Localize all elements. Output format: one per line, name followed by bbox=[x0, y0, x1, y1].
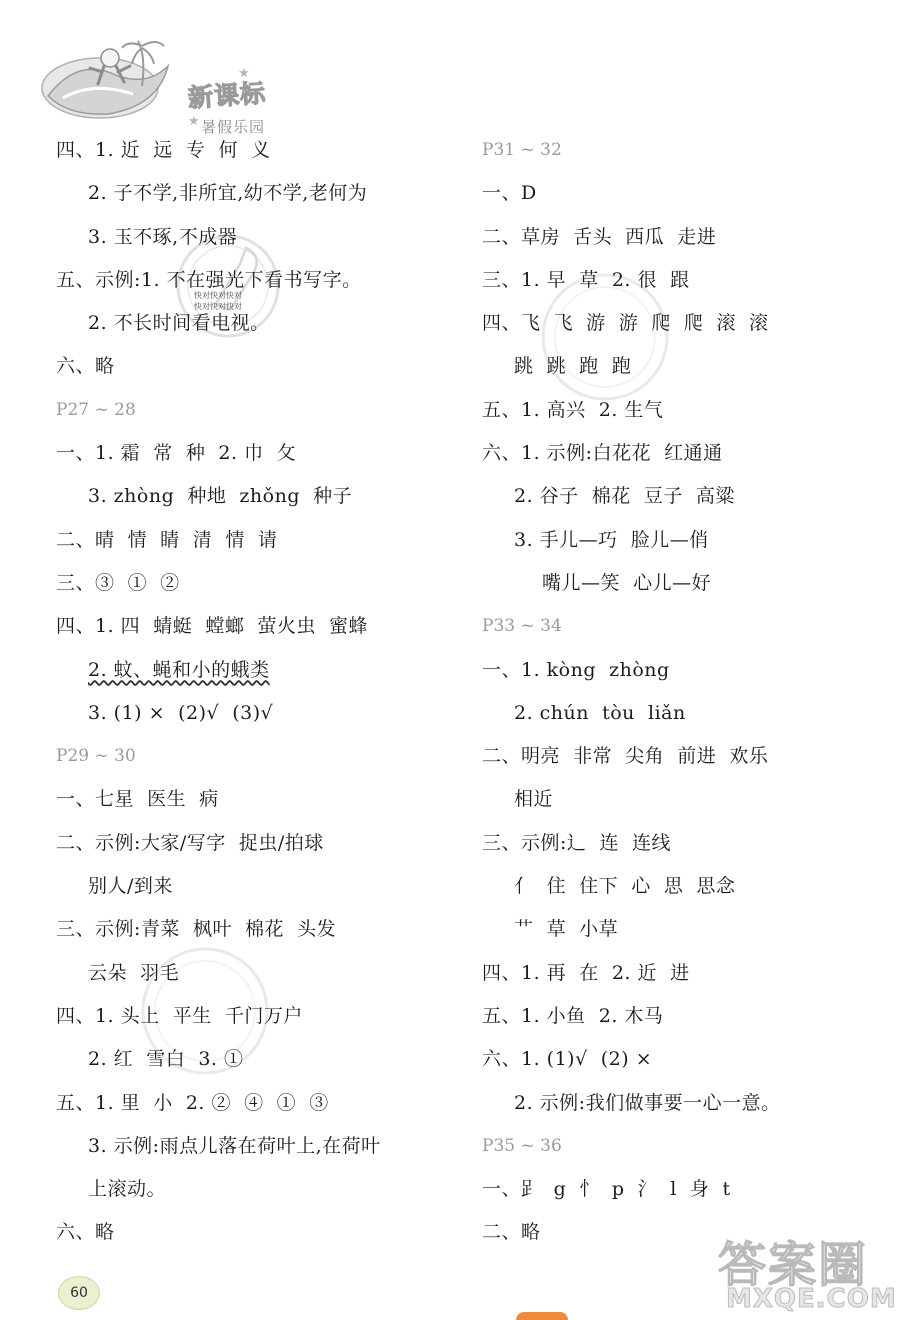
page-number: 60 bbox=[58, 1276, 100, 1310]
answer-line: 2. chún tòu liǎn bbox=[514, 701, 686, 724]
answer-line: 五、示例:1. 不在强光下看书写字。 bbox=[56, 268, 362, 291]
answer-line: 三、示例:辶 连 连线 bbox=[482, 831, 672, 854]
answer-line: 一、七星 医生 病 bbox=[56, 788, 219, 811]
answer-line: 2. 谷子 棉花 豆子 高粱 bbox=[514, 485, 735, 508]
answer-line: 六、略 bbox=[56, 1221, 115, 1244]
bottom-tab-decoration bbox=[516, 1312, 568, 1320]
answer-line: 五、1. 高兴 2. 生气 bbox=[482, 398, 664, 421]
answer-line: 2. 示例:我们做事要一心一意。 bbox=[514, 1091, 781, 1114]
answer-line: 四、1. 近 远 专 何 义 bbox=[56, 139, 271, 161]
answer-line: 3. 手儿—巧 脸儿—俏 bbox=[514, 528, 709, 551]
answer-line: 亻 住 住下 心 思 思念 bbox=[514, 875, 736, 898]
answer-line: 2. 不长时间看电视。 bbox=[88, 312, 270, 335]
star-icon: ★ bbox=[188, 114, 200, 129]
answer-line: 别人/到来 bbox=[88, 875, 173, 898]
site-watermark bbox=[718, 1226, 897, 1314]
answer-line: 3. 示例:雨点儿落在荷叶上,在荷叶 bbox=[88, 1134, 381, 1157]
answer-line: 云朵 羽毛 bbox=[88, 961, 180, 984]
left-answer-column bbox=[56, 131, 456, 1257]
answer-line: 二、略 bbox=[482, 1221, 541, 1244]
answer-line: 二、草房 舌头 西瓜 走进 bbox=[482, 225, 717, 248]
answer-line bbox=[56, 651, 456, 694]
answer-line: 一、D bbox=[482, 182, 537, 205]
answer-line: 二、晴 情 睛 清 情 请 bbox=[56, 528, 278, 551]
answer-line: 四、飞 飞 游 游 爬 爬 滚 滚 bbox=[482, 312, 769, 335]
answer-line: 艹 草 小草 bbox=[514, 918, 619, 941]
answer-line: 一、𧾷 g 忄 p 氵 l 身 t bbox=[482, 1178, 731, 1201]
answer-line: 二、明亮 非常 尖角 前进 欢乐 bbox=[482, 745, 769, 768]
answer-line: 上滚动。 bbox=[88, 1178, 167, 1201]
answer-line: 六、1. (1)√ (2) × bbox=[482, 1048, 653, 1071]
answer-line: 一、1. kòng zhòng bbox=[482, 658, 670, 681]
answer-line: 五、1. 里 小 2. ② ④ ① ③ bbox=[56, 1091, 329, 1114]
answer-line: 三、1. 早 草 2. 很 跟 bbox=[482, 268, 690, 291]
answer-line: 五、1. 小鱼 2. 木马 bbox=[482, 1004, 664, 1027]
star-icon: ★ bbox=[238, 66, 250, 81]
answer-line: 3. zhòng 种地 zhǒng 种子 bbox=[88, 485, 353, 508]
answer-line: 三、示例:青菜 枫叶 棉花 头发 bbox=[56, 918, 337, 941]
answer-line: 四、1. 再 在 2. 近 进 bbox=[482, 961, 690, 984]
stamp-text: 快对快对快对 快对快对快对 bbox=[194, 291, 242, 311]
answer-line: 四、1. 头上 平生 千门万户 bbox=[56, 1004, 303, 1027]
answer-line: 一、1. 霜 常 种 2. 巾 攵 bbox=[56, 442, 297, 465]
answer-line: 二、示例:大家/写字 捉虫/拍球 bbox=[56, 831, 324, 854]
logo-subtitle: 暑假乐园 bbox=[201, 118, 266, 136]
answer-line: 3. (1) × (2)√ (3)√ bbox=[88, 701, 274, 724]
page-range-heading: P29 ~ 30 bbox=[56, 746, 136, 767]
surfer-logo-icon bbox=[38, 26, 188, 126]
right-answer-column bbox=[482, 131, 882, 1257]
answer-line: 3. 玉不琢,不成器 bbox=[88, 225, 238, 248]
wavy-underlined-answer: 2. 蚊、蝇和小的蛾类 bbox=[88, 658, 270, 681]
answer-line: 三、③ ① ② bbox=[56, 571, 180, 594]
logo-title: 新课标 bbox=[187, 78, 268, 113]
answer-line: 嘴儿—笑 心儿—好 bbox=[542, 571, 712, 594]
answer-line: 2. 红 雪白 3. ① bbox=[88, 1048, 244, 1071]
answer-line: 相近 bbox=[514, 788, 554, 811]
page-range-heading: P31 ~ 32 bbox=[482, 140, 562, 160]
answer-line: 2. 子不学,非所宜,幼不学,老何为 bbox=[88, 182, 368, 205]
site-logo-text: 答案圈 bbox=[718, 1237, 869, 1293]
page-range-heading: P27 ~ 28 bbox=[56, 399, 136, 420]
site-url: MXQE.COM bbox=[726, 1284, 897, 1314]
answer-line: 四、1. 四 蜻蜓 螳螂 萤火虫 蜜蜂 bbox=[56, 615, 368, 638]
page-range-heading: P33 ~ 34 bbox=[482, 616, 562, 637]
answer-line: 六、1. 示例:白花花 红通通 bbox=[482, 442, 723, 465]
answer-line: 六、略 bbox=[56, 355, 115, 378]
page-range-heading: P35 ~ 36 bbox=[482, 1135, 562, 1156]
header-logo bbox=[38, 26, 278, 136]
answer-line: 跳 跳 跑 跑 bbox=[514, 355, 632, 378]
